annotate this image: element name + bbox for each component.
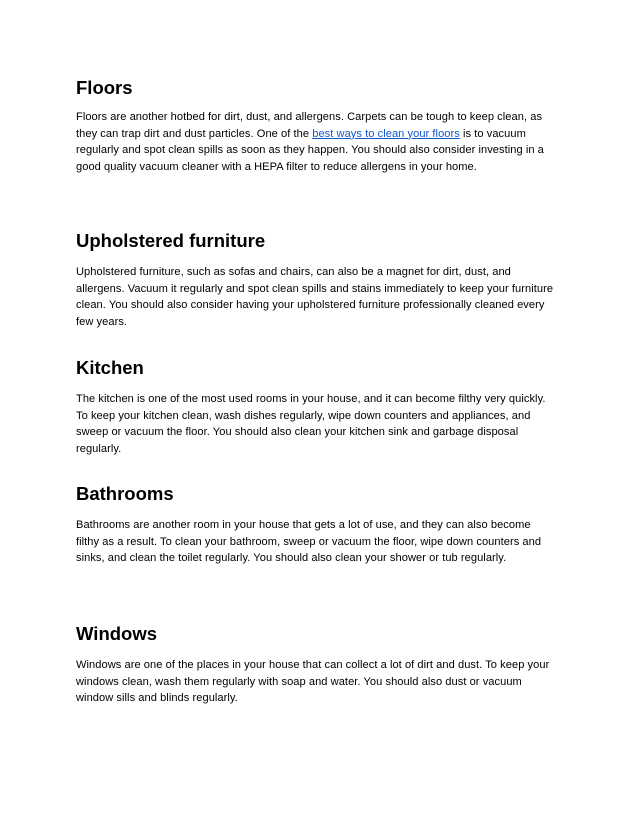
heading-kitchen: Kitchen bbox=[76, 357, 144, 378]
bathrooms-line-1: Bathrooms are another room in your house that gets a lot of use, and they can also become bbox=[76, 519, 531, 531]
kitchen-line-3: sweep or vacuum the floor. You should also clean your kitchen sink and garbage disposal bbox=[76, 426, 519, 439]
floors-line-1: Floors are another hotbed for dirt, dust, and allergens. Carpets can be tough to keep clean, as bbox=[76, 111, 543, 123]
kitchen-line-2: To keep your kitchen clean, wash dishes regularly, wipe down counters and appliances, and bbox=[76, 409, 531, 422]
bathrooms-line-2: filthy as a result. To clean your bathroom, sweep or vacuum the floor, wipe down counters and bbox=[76, 535, 542, 548]
upholstered-line-1: Upholstered furniture, such as sofas and chairs, can also be a magnet for dirt, dust, and bbox=[76, 266, 511, 278]
section-upholstered-furniture bbox=[76, 230, 576, 331]
section-kitchen bbox=[76, 357, 576, 458]
windows-line-2: windows clean, wash them regularly with soap and water. You should also dust or vacuum bbox=[76, 675, 522, 688]
paragraph-windows bbox=[76, 657, 576, 707]
floors-line-3: regularly and spot clean spills as soon as they happen. You should also consider investing in a bbox=[76, 144, 544, 157]
floors-line-2 bbox=[76, 126, 576, 143]
paragraph-bathrooms bbox=[76, 517, 576, 567]
floors-line-2-post: is to vacuum bbox=[459, 127, 526, 140]
bathrooms-line-3: sinks, and clean the toilet regularly. You should also clean your shower or tub regularly. bbox=[76, 552, 507, 565]
kitchen-line-4: regularly. bbox=[76, 443, 122, 456]
section-windows bbox=[76, 623, 576, 707]
heading-upholstered-furniture: Upholstered furniture bbox=[76, 230, 266, 251]
kitchen-line-1: The kitchen is one of the most used rooms in your house, and it can become filthy very quickly. bbox=[76, 393, 546, 405]
upholstered-line-3: clean. You should also consider having your upholstered furniture professionally cleaned every bbox=[76, 299, 545, 312]
floors-line-2-pre: they can trap dirt and dust particles. One of the bbox=[76, 127, 313, 140]
heading-floors: Floors bbox=[76, 77, 133, 98]
section-floors bbox=[76, 77, 576, 176]
heading-bathrooms: Bathrooms bbox=[76, 483, 174, 504]
paragraph-upholstered-furniture bbox=[76, 264, 576, 331]
best-ways-to-clean-floors-link[interactable]: best ways to clean your floors bbox=[312, 127, 460, 140]
paragraph-kitchen bbox=[76, 391, 576, 458]
upholstered-line-4: few years. bbox=[76, 316, 128, 329]
windows-line-1: Windows are one of the places in your house that can collect a lot of dirt and dust. To keep your bbox=[76, 659, 550, 671]
windows-line-3: window sills and blinds regularly. bbox=[76, 692, 238, 705]
section-bathrooms bbox=[76, 483, 576, 567]
upholstered-line-2: allergens. Vacuum it regularly and spot clean spills and stains immediately to keep your furniture bbox=[76, 282, 554, 295]
heading-windows: Windows bbox=[76, 623, 158, 644]
paragraph-floors bbox=[76, 109, 576, 176]
floors-line-4: good quality vacuum cleaner with a HEPA filter to reduce allergens in your home. bbox=[76, 161, 477, 174]
